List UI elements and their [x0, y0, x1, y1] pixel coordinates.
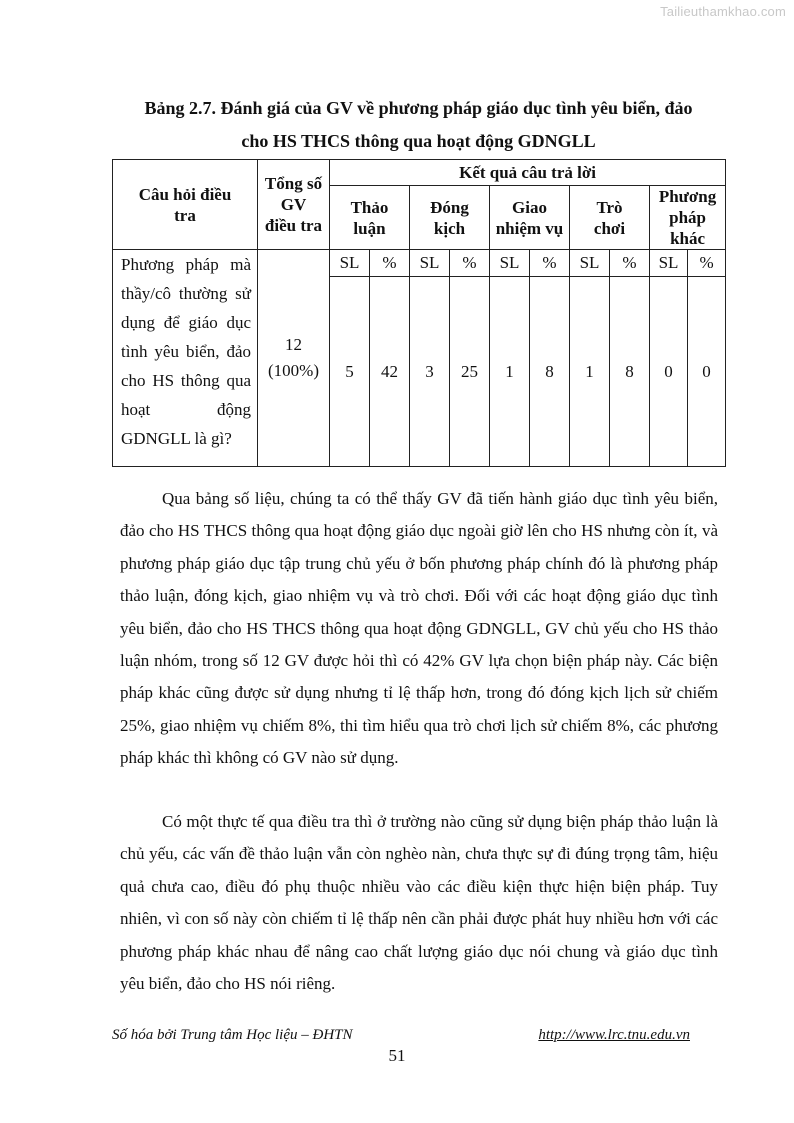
header-method-assignment: Giao nhiệm vụ	[490, 186, 570, 250]
sl-label: SL	[570, 250, 610, 277]
footer-credit: Số hóa bởi Trung tâm Học liệu – ĐHTN	[112, 1027, 353, 1043]
header-results: Kết quả câu trả lời	[330, 160, 726, 186]
sl-label: SL	[410, 250, 450, 277]
header-question: Câu hỏi điều tra	[113, 160, 258, 250]
assignment-sl: 1	[490, 277, 530, 467]
header-total: Tổng số GV điều tra	[258, 160, 330, 250]
discussion-pct: 42	[370, 277, 410, 467]
other-sl: 0	[650, 277, 688, 467]
header-method-other: Phương pháp khác	[650, 186, 726, 250]
total-cell	[258, 250, 330, 467]
pct-label: %	[530, 250, 570, 277]
footer-link[interactable]: http://www.lrc.tnu.edu.vn	[538, 1027, 690, 1043]
body-paragraph-1: Qua bảng số liệu, chúng ta có thể thấy GV đã tiến hành giáo dục tình yêu biển, đảo cho HS THCS thông qua hoạt động giáo dục ngoài giờ lên cho HS nhưng còn ít, và phương pháp giáo dục tập trung chủ yếu ở bốn phương pháp chính đó là phương pháp thảo luận, đóng kịch, giao nhiệm vụ và trò chơi. Đối với các hoạt động giáo dục tình yêu biển, đảo cho HS THCS thông qua hoạt động GDNGLL, GV chủ yếu cho HS thảo luận nhóm, trong số 12 GV được hỏi thì có 42% GV lựa chọn biện pháp này. Các biện pháp khác cũng được sử dụng nhưng tỉ lệ thấp hơn, trong đó đóng kịch lịch sử chiếm 25%, giao nhiệm vụ chiếm 8%, thi tìm hiểu qua trò chơi lịch sử chiếm 8%, các phương pháp khác thì không có GV nào sử dụng.	[120, 489, 718, 768]
roleplay-sl: 3	[410, 277, 450, 467]
game-pct: 8	[610, 277, 650, 467]
page-number: 51	[388, 1046, 406, 1065]
watermark: Tailieuthamkhao.com	[660, 4, 786, 19]
game-sl: 1	[570, 277, 610, 467]
assignment-pct: 8	[530, 277, 570, 467]
table-title-line-2: cho HS THCS thông qua hoạt động GDNGLL	[241, 131, 596, 151]
sl-label: SL	[330, 250, 370, 277]
header-method-roleplay: Đóng kịch	[410, 186, 490, 250]
discussion-sl: 5	[330, 277, 370, 467]
pct-label: %	[370, 250, 410, 277]
pct-label: %	[450, 250, 490, 277]
body-paragraph-2: Có một thực tế qua điều tra thì ở trường nào cũng sử dụng biện pháp thảo luận là chủ yếu, các vấn đề thảo luận vẫn còn nghèo nàn, chưa thực sự đi đúng trọng tâm, hiệu quả chưa cao, điều đó phụ thuộc nhiều vào các điều kiện thực hiện biện pháp. Tuy nhiên, vì con số này còn chiếm tỉ lệ thấp nên cần phải được phát huy nhiều hơn với các phương pháp khác nhau để nâng cao chất lượng giáo dục nói chung và giáo dục tình yêu biển, đảo cho HS nói riêng.	[120, 812, 718, 994]
total-percent: (100%)	[268, 361, 319, 380]
table-title	[112, 92, 725, 158]
question-cell: Phương pháp mà thầy/cô thường sử dụng để giáo dục tình yêu biển, đảo cho HS thông qua hoạt động GDNGLL là gì?	[113, 250, 258, 467]
header-method-game: Trò chơi	[570, 186, 650, 250]
other-pct: 0	[688, 277, 726, 467]
pct-label: %	[688, 250, 726, 277]
sl-label: SL	[650, 250, 688, 277]
header-method-discussion: Thảo luận	[330, 186, 410, 250]
sl-label: SL	[490, 250, 530, 277]
pct-label: %	[610, 250, 650, 277]
roleplay-pct: 25	[450, 277, 490, 467]
table-title-line-1: Bảng 2.7. Đánh giá của GV về phương pháp giáo dục tình yêu biển, đảo	[144, 98, 693, 118]
total-count: 12	[285, 335, 302, 354]
survey-results-table	[112, 159, 726, 467]
